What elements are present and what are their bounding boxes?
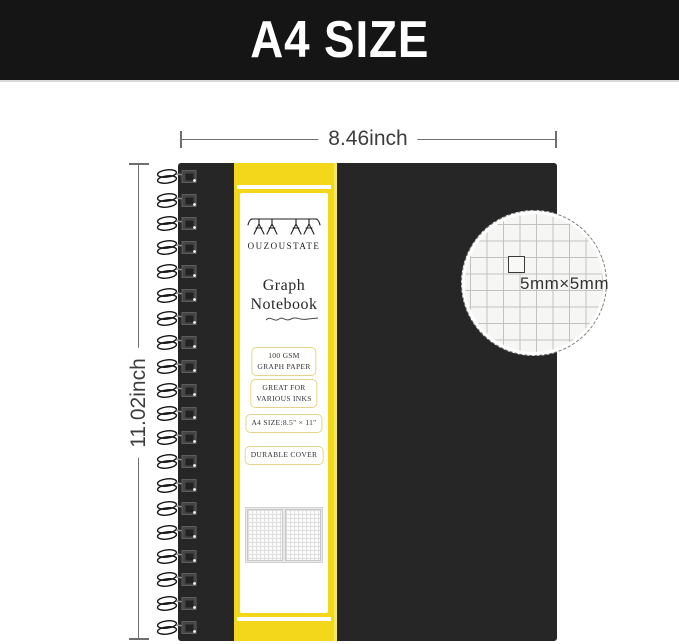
graph-page-right [285,509,321,561]
spiral-coil-icon [156,522,202,543]
spiral-coil-icon [156,546,202,567]
spiral-coil-icon [156,403,202,424]
badge-line: VARIOUS INKS [256,393,312,403]
spiral-coil-icon [156,380,202,401]
badge-line: DURABLE COVER [250,450,318,459]
spiral-coil-icon [156,498,202,519]
grid-cell-highlight [508,256,525,273]
product-title-line2: Notebook [250,296,318,313]
product-title-line1: Graph [262,277,306,294]
spiral-coil-icon [156,237,202,258]
spiral-coil-icon [156,190,202,211]
spiral-coil-icon [156,213,202,234]
spiral-coil-icon [156,451,202,472]
width-dimension-label: 8.46inch [318,127,417,151]
product-label [240,193,328,613]
grid-magnifier-circle [461,210,607,356]
badge-line: 100 GSM [268,351,300,360]
band-divider-top [237,185,331,189]
brand-name: OUZOUSTATE [247,241,321,251]
height-dimension-top-tick [129,163,149,165]
graph-page-left [247,509,283,561]
size-banner [0,0,679,82]
grid-size-label: 5mm×5mm [520,274,609,293]
feature-badge-size [245,414,322,433]
brand-logo-icon [246,215,322,239]
band-divider-bottom [237,617,331,621]
spiral-coil-icon [156,166,202,187]
cover-band [234,163,337,641]
spiral-coil-icon [156,356,202,377]
badge-line: A4 SIZE:8.5" × 11" [251,418,317,427]
spiral-coil-icon [156,308,202,329]
spiral-coil-icon [156,427,202,448]
feature-badge-gsm [251,347,316,376]
height-dimension-bottom-tick [129,638,149,640]
spiral-coil-icon [156,569,202,590]
spiral-coil-icon [156,593,202,614]
spiral-binding [156,166,202,638]
width-dimension-left-tick [180,131,182,148]
banner-title: A4 SIZE [249,11,430,69]
spiral-coil-icon [156,285,202,306]
height-dimension-label: 11.02inch [127,348,151,458]
feature-badge-cover [245,446,324,465]
badge-line: GRAPH PAPER [257,361,311,371]
badge-line: GREAT FOR [262,383,306,392]
feature-badge-inks [250,379,317,408]
signature-flourish-icon [264,313,320,325]
width-dimension-right-tick [555,131,557,148]
spiral-coil-icon [156,261,202,282]
graph-pages-icon [245,507,323,563]
spiral-coil-icon [156,617,202,638]
spiral-coil-icon [156,332,202,353]
spiral-coil-icon [156,475,202,496]
